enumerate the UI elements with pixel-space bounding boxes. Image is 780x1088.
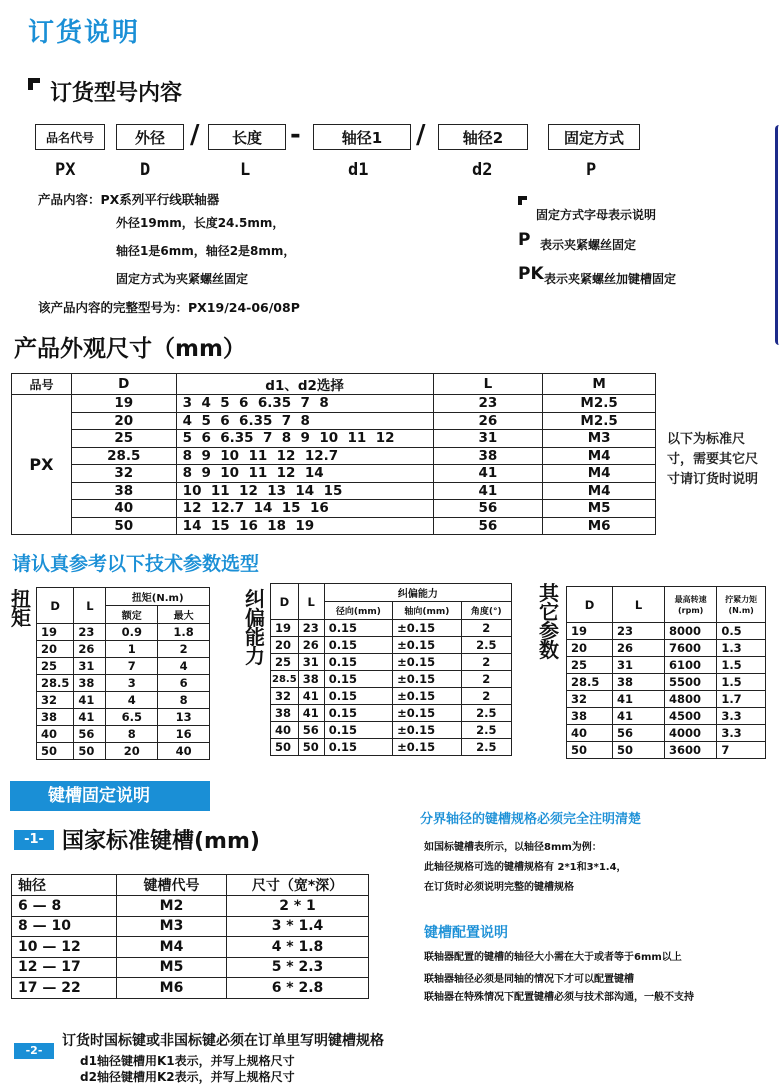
dim-cell: M5 [543,500,656,518]
fix-text-pk: 表示夹紧螺丝加键槽固定 [544,272,677,286]
misalign-cell: ±0.15 [393,620,461,637]
misalign-header-d: D [271,584,299,620]
dim-cell: M4 [543,482,656,500]
torque-cell: 16 [158,726,210,743]
keyway-cell: M5 [117,957,227,978]
torque-header-torque: 扭矩(N.m) [106,588,210,606]
misalign-cell: ±0.15 [393,654,461,671]
vertical-scrollbar[interactable] [775,125,780,345]
misalign-cell: 2.5 [461,739,511,756]
misalign-cell: 38 [298,671,324,688]
other-cell: 3600 [665,742,717,759]
other-params-vertical-label: 其它参数 [539,581,559,662]
keyway-cell: 5 * 2.3 [227,957,369,978]
misalign-cell: ±0.15 [393,705,461,722]
torque-cell: 38 [37,709,74,726]
torque-header-rated: 额定 [106,606,158,624]
torque-cell: 56 [74,726,106,743]
other-cell: 1.5 [717,674,766,691]
keyway-cell: 6 — 8 [12,896,117,917]
model-box-shaft1: 轴径1 [313,124,411,150]
fix-code-p: P [518,230,531,250]
dim-cell: 38 [433,447,543,465]
misalign-cell: 41 [298,705,324,722]
other-cell: 38 [567,708,613,725]
other-cell: 5500 [665,674,717,691]
torque-cell: 0.9 [106,624,158,641]
misalign-cell: 26 [298,637,324,654]
product-content-label: 产品内容：PX系列平行线联轴器 [38,192,220,207]
torque-cell: 50 [37,743,74,760]
misalign-cell: 56 [298,722,324,739]
keyway-table [11,874,369,999]
torque-cell: 8 [158,692,210,709]
product-content-line: 外径19mm，长度24.5mm， [116,216,285,230]
section-number-badge: -2- [14,1043,54,1059]
product-content-line: 固定方式为夹紧螺丝固定 [116,272,249,286]
misalign-cell: ±0.15 [393,722,461,739]
other-cell: 4800 [665,691,717,708]
torque-header-l: L [74,588,106,624]
boundary-shaft-line: 如国标键槽表所示，以轴径8mm为例： [424,842,602,853]
other-cell: 26 [613,640,665,657]
dim-cell: M3 [543,430,656,448]
dim-cell: 12 12.7 14 15 16 [176,500,433,518]
model-code-d1: d1 [348,160,369,180]
header-m: M [543,374,656,395]
misalign-cell: ±0.15 [393,671,461,688]
torque-cell: 4 [158,658,210,675]
dim-cell: 32 [71,465,176,483]
keyway-cell: 6 * 2.8 [227,978,369,999]
torque-cell: 40 [37,726,74,743]
misalign-cell: 0.15 [324,722,392,739]
fix-method-title: 固定方式字母表示说明 [536,208,657,222]
misalign-cell: 0.15 [324,654,392,671]
misalign-cell: 0.15 [324,637,392,654]
dim-cell: 20 [71,412,176,430]
misalign-cell: 0.15 [324,671,392,688]
other-cell: 40 [567,725,613,742]
torque-cell: 6.5 [106,709,158,726]
other-cell: 20 [567,640,613,657]
misalign-cell: 40 [271,722,299,739]
keyway-cell: 8 — 10 [12,916,117,937]
dim-cell: 19 [71,395,176,413]
other-cell: 1.5 [717,657,766,674]
other-cell: 31 [613,657,665,674]
misalign-cell: ±0.15 [393,688,461,705]
dim-cell: 38 [71,482,176,500]
model-separator-slash: / [190,120,200,150]
fix-text-p: 表示夹紧螺丝固定 [540,238,637,252]
keyway-cell: 3 * 1.4 [227,916,369,937]
torque-cell: 19 [37,624,74,641]
dimensions-note: 以下为标准尺寸，需要其它尺寸请订货时说明 [667,432,759,487]
dim-cell: M4 [543,465,656,483]
torque-cell: 2 [158,641,210,658]
other-cell: 6100 [665,657,717,674]
torque-cell: 20 [37,641,74,658]
misalign-cell: 0.15 [324,739,392,756]
other-cell: 28.5 [567,674,613,691]
dim-cell: M6 [543,517,656,535]
torque-cell: 23 [74,624,106,641]
keyway-header-code: 键槽代号 [117,875,227,896]
other-cell: 23 [613,623,665,640]
misalign-cell: ±0.15 [393,739,461,756]
keyway-header-size: 尺寸（宽*深） [227,875,369,896]
misalign-header-l: L [298,584,324,620]
misalign-header-angle: 角度(°) [461,602,511,620]
model-section-title: 订货型号内容 [50,81,183,106]
misalign-cell: 32 [271,688,299,705]
torque-cell: 4 [106,692,158,709]
boundary-shaft-line: 在订货时必须说明完整的键槽规格 [424,882,574,893]
dim-cell: 25 [71,430,176,448]
torque-cell: 1.8 [158,624,210,641]
keyway-config-title: 键槽配置说明 [424,925,508,941]
keyway-cell: M3 [117,916,227,937]
misalign-cell: 31 [298,654,324,671]
dim-cell: 8 9 10 11 12 12.7 [176,447,433,465]
order-keyway-line: d2轴径键槽用K2表示，并写上规格尺寸 [80,1070,295,1084]
header-l: L [433,374,543,395]
model-box-fix-method: 固定方式 [548,124,640,150]
other-params-table [566,586,766,759]
other-cell: 32 [567,691,613,708]
other-cell: 3.3 [717,725,766,742]
model-box-name-code: 品名代号 [35,124,105,150]
other-header-max-speed: 最高转速(rpm) [665,587,717,623]
fix-section-corner-mark [518,196,527,205]
misalign-cell: 0.15 [324,688,392,705]
torque-table [36,587,210,760]
torque-cell: 13 [158,709,210,726]
dim-cell: 31 [433,430,543,448]
tech-title: 请认真参考以下技术参数选型 [12,553,260,575]
dim-cell: 41 [433,482,543,500]
other-header-l: L [613,587,665,623]
dim-cell: 40 [71,500,176,518]
other-cell: 38 [613,674,665,691]
torque-cell: 38 [74,675,106,692]
other-header-torque: 拧紧力矩(N.m) [717,587,766,623]
torque-header-max: 最大 [158,606,210,624]
misalign-cell: 28.5 [271,671,299,688]
keyway-config-line: 联轴器在特殊情况下配置键槽必须与技术部沟通，一般不支持 [424,992,694,1003]
other-cell: 8000 [665,623,717,640]
section-number-badge: -1- [14,830,54,850]
other-cell: 1.3 [717,640,766,657]
other-cell: 4000 [665,725,717,742]
misalign-cell: 2 [461,671,511,688]
other-cell: 7600 [665,640,717,657]
torque-cell: 50 [74,743,106,760]
model-code-l: L [240,160,251,180]
dim-cell: 5 6 6.35 7 8 9 10 11 12 [176,430,433,448]
misalign-cell: 2 [461,620,511,637]
misalign-cell: 38 [271,705,299,722]
misalign-vertical-label: 纠偏能力 [245,587,265,668]
misalign-header-capacity: 纠偏能力 [324,584,511,602]
dim-cell: 56 [433,500,543,518]
misalign-header-axial: 轴向(mm) [393,602,461,620]
other-cell: 1.7 [717,691,766,708]
keyway-cell: 2 * 1 [227,896,369,917]
torque-cell: 41 [74,709,106,726]
misalign-cell: 50 [298,739,324,756]
other-cell: 41 [613,708,665,725]
other-cell: 4500 [665,708,717,725]
dim-cell: 23 [433,395,543,413]
model-separator-slash: / [416,120,426,150]
series-label-px: PX [12,395,72,535]
keyway-cell: 10 — 12 [12,937,117,958]
dimensions-title: 产品外观尺寸（mm） [14,336,246,362]
misalign-cell: 50 [271,739,299,756]
torque-cell: 31 [74,658,106,675]
dim-cell: 50 [71,517,176,535]
keyway-standard-title: 国家标准键槽(mm) [62,829,260,854]
other-cell: 0.5 [717,623,766,640]
dim-cell: 26 [433,412,543,430]
torque-cell: 7 [106,658,158,675]
misalign-cell: 2.5 [461,705,511,722]
model-separator-dash: - [290,120,301,150]
dimensions-table [11,373,656,535]
dim-cell: 28.5 [71,447,176,465]
model-box-length: 长度 [208,124,286,150]
misalign-cell: 23 [298,620,324,637]
torque-cell: 3 [106,675,158,692]
torque-cell: 8 [106,726,158,743]
other-header-d: D [567,587,613,623]
full-model-text: 该产品内容的完整型号为：PX19/24-06/08P [38,300,300,315]
dim-cell: M2.5 [543,412,656,430]
other-cell: 25 [567,657,613,674]
model-code-d: D [140,160,151,180]
other-cell: 56 [613,725,665,742]
torque-header-d: D [37,588,74,624]
keyway-cell: M6 [117,978,227,999]
misalign-cell: 20 [271,637,299,654]
model-code-px: PX [55,160,76,180]
keyway-cell: 17 — 22 [12,978,117,999]
order-keyway-note: 订货时国标键或非国标键必须在订单里写明键槽规格 [62,1033,384,1049]
torque-cell: 20 [106,743,158,760]
dim-cell: M4 [543,447,656,465]
model-code-p: P [586,160,597,180]
keyway-header-shaft: 轴径 [12,875,117,896]
misalign-cell: 2 [461,688,511,705]
misalign-cell: 0.15 [324,705,392,722]
dim-cell: 14 15 16 18 19 [176,517,433,535]
keyway-cell: M2 [117,896,227,917]
model-code-d2: d2 [472,160,493,180]
keyway-cell: M4 [117,937,227,958]
torque-cell: 40 [158,743,210,760]
misalign-cell: 25 [271,654,299,671]
other-cell: 41 [613,691,665,708]
misalign-cell: 19 [271,620,299,637]
page-title: 订货说明 [28,18,141,48]
torque-cell: 32 [37,692,74,709]
torque-vertical-label: 扭矩 [11,587,31,630]
dim-cell: M2.5 [543,395,656,413]
misalign-header-radial: 径向(mm) [324,602,392,620]
dim-cell: 3 4 5 6 6.35 7 8 [176,395,433,413]
other-cell: 19 [567,623,613,640]
misalign-cell: 2 [461,654,511,671]
dim-cell: 41 [433,465,543,483]
dim-cell: 10 11 12 13 14 15 [176,482,433,500]
order-keyway-line: d1轴径键槽用K1表示，并写上规格尺寸 [80,1054,295,1068]
keyway-config-line: 联轴器轴径必须是同轴的情况下才可以配置键槽 [424,974,634,985]
misalign-cell: 2.5 [461,722,511,739]
header-d: D [71,374,176,395]
fix-code-pk: PK [518,264,544,284]
misalign-cell: 41 [298,688,324,705]
torque-cell: 1 [106,641,158,658]
boundary-shaft-line: 此轴径规格可选的键槽规格有 2*1和3*1.4， [424,862,627,873]
dim-cell: 4 5 6 6.35 7 8 [176,412,433,430]
torque-cell: 28.5 [37,675,74,692]
dim-cell: 8 9 10 11 12 14 [176,465,433,483]
other-cell: 50 [613,742,665,759]
misalign-cell: 2.5 [461,637,511,654]
torque-cell: 6 [158,675,210,692]
keyway-cell: 4 * 1.8 [227,937,369,958]
other-cell: 3.3 [717,708,766,725]
keyway-config-line: 联轴器配置的键槽的轴径大小需在大于或者等于6mm以上 [424,952,682,963]
misalign-cell: ±0.15 [393,637,461,654]
torque-cell: 25 [37,658,74,675]
misalign-cell: 0.15 [324,620,392,637]
dim-cell: 56 [433,517,543,535]
torque-cell: 41 [74,692,106,709]
model-box-shaft2: 轴径2 [438,124,528,150]
misalign-table [270,583,512,756]
keyway-cell: 12 — 17 [12,957,117,978]
keyway-banner: 键槽固定说明 [10,781,210,811]
header-d1-d2: d1、d2选择 [176,374,433,395]
other-cell: 7 [717,742,766,759]
model-box-outer-diameter: 外径 [116,124,184,150]
boundary-shaft-title: 分界轴径的键槽规格必须完全注明清楚 [420,812,642,827]
other-cell: 50 [567,742,613,759]
product-content-line: 轴径1是6mm，轴径2是8mm， [116,244,296,258]
torque-cell: 26 [74,641,106,658]
section-corner-mark [28,78,40,90]
header-part-no: 品号 [12,374,72,395]
